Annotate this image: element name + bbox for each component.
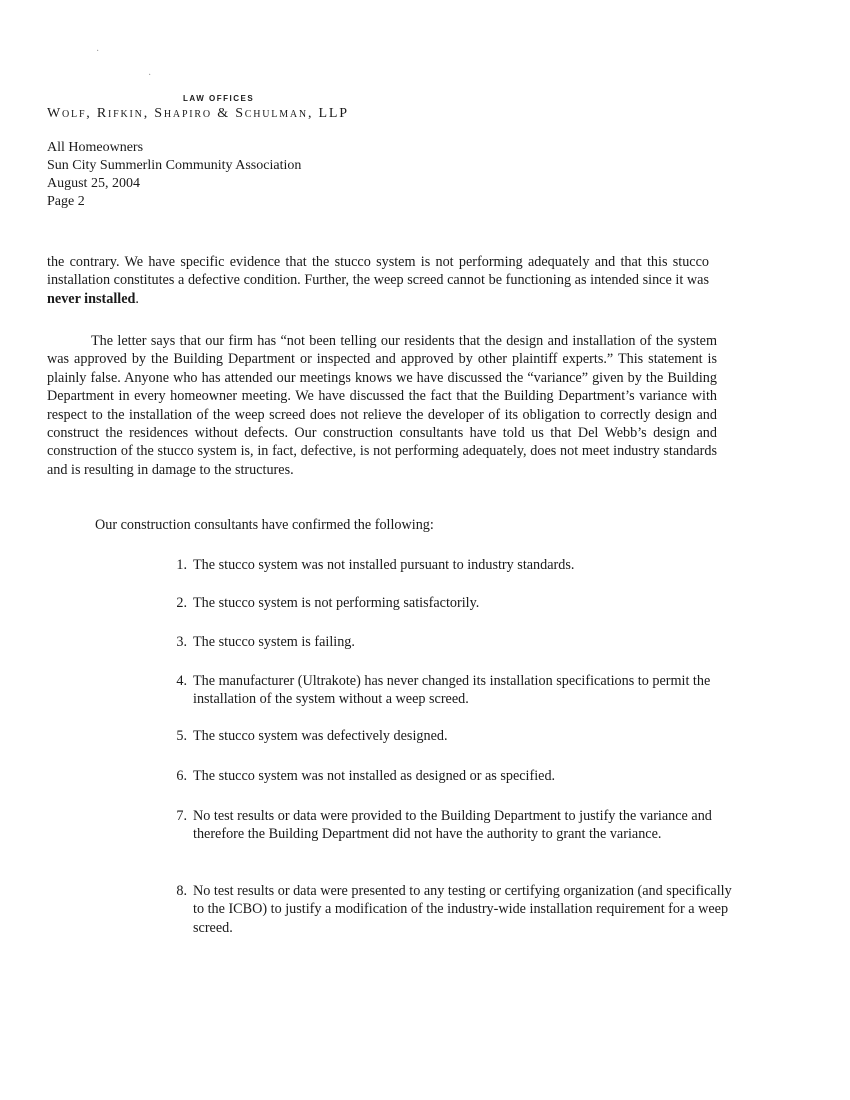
- list-text: The stucco system is failing.: [193, 634, 355, 650]
- list-number: 3.: [176, 634, 187, 650]
- scan-speck: ·: [96, 46, 100, 57]
- date-line: August 25, 2004: [47, 176, 140, 191]
- list-text: The stucco system was defectively designed.: [193, 728, 448, 744]
- list-text: No test results or data were provided to the Building Department to justify the variance and therefore the Building Department did not have the authority to grant the variance.: [193, 808, 712, 843]
- list-text: The manufacturer (Ultrakote) has never changed its installation specifications to permit the installation of the system without a weep screed.: [193, 673, 711, 708]
- recipient-line: All Homeowners: [47, 140, 144, 155]
- list-text: The stucco system was not installed pursuant to industry standards.: [193, 557, 575, 573]
- list-number: 1.: [176, 557, 187, 573]
- paragraph-continuation: [47, 253, 709, 308]
- list-number: 4.: [176, 673, 187, 689]
- scan-speck: ·: [148, 70, 152, 81]
- paragraph-text: the contrary. We have specific evidence that the stucco system is not performing adequately and that this stucco installation constitutes a defective condition. Further, the weep screed cannot be functioning as intended since it was: [47, 254, 709, 289]
- list-number: 5.: [176, 728, 187, 744]
- recipient-block: [47, 139, 301, 211]
- list-number: 6.: [176, 768, 187, 784]
- page-number: Page 2: [47, 194, 85, 209]
- list-text: No test results or data were presented to any testing or certifying organization (and specifically to the ICBO) to justify a modification of the industry-wide installation requirement for a weep screed.: [193, 883, 732, 936]
- list-number: 2.: [176, 595, 187, 611]
- list-text: The stucco system was not installed as designed or as specified.: [193, 768, 556, 784]
- firm-name: Wolf, Rifkin, Shapiro & Schulman, LLP: [47, 106, 349, 121]
- emphasis-text: never installed: [47, 290, 136, 307]
- law-offices-label: LAW OFFICES: [183, 94, 255, 103]
- list-text: The stucco system is not performing satisfactorily.: [193, 595, 480, 611]
- paragraph-intro-list: Our construction consultants have confirmed the following:: [95, 517, 434, 533]
- paragraph-end: .: [135, 290, 139, 307]
- list-number: 8.: [176, 883, 187, 899]
- list-number: 7.: [176, 808, 187, 824]
- association-line: Sun City Summerlin Community Association: [47, 158, 302, 173]
- paragraph-variance: The letter says that our firm has “not been telling our residents that the design and installation of the system was approved by the Building Department or inspected and approved by other plaintiff experts.” This statement is plainly false. Anyone who has attended our meetings knows we have discussed the “variance” given by the Building Department in every homeowner meeting. We have discussed the fact that the Building Department’s variance with respect to the installation of the weep screed does not relieve the developer of its obligation to correctly design and construct the residences without defects. Our construction consultants have told us that Del Webb’s design and construction of the stucco system is, in fact, defective, is not performing adequately, does not meet industry standards and is resulting in damage to the structures.: [47, 333, 717, 478]
